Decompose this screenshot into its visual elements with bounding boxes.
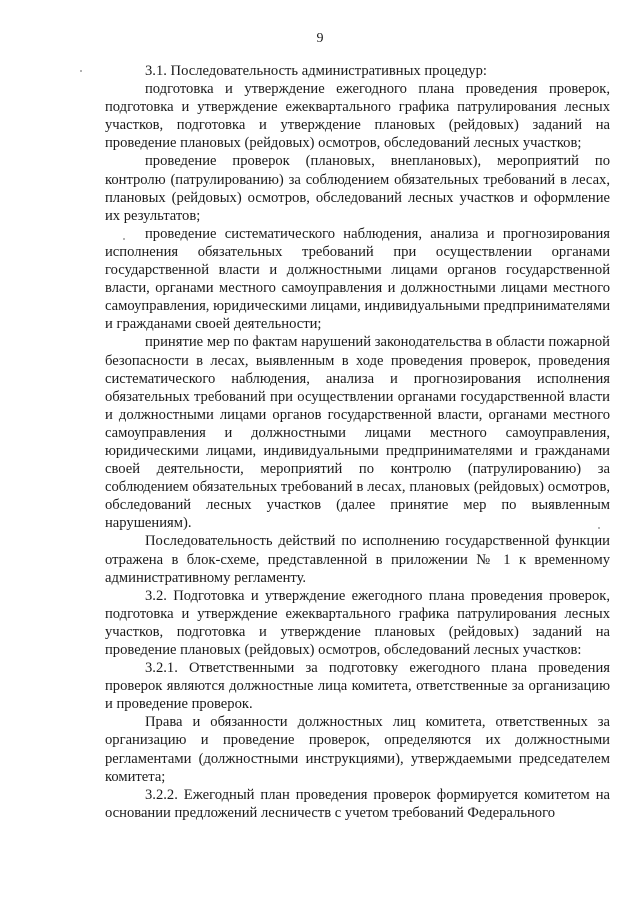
paragraph-plan-preparation: подготовка и утверждение ежегодного плана проведения проверок, подготовка и утверждение ежеквартального графика патрулирования лесных участков, подготовка и утверждение плановых (рейдовых) заданий на проведение плановых (рейдовых) осмотров, обследований лесных участков;	[105, 81, 610, 152]
paragraph-3-2-1: 3.2.1. Ответственными за подготовку ежегодного плана проведения проверок являются должностные лица комитета, ответственные за организацию и проведение проверок.	[105, 660, 610, 713]
scan-speck	[80, 70, 82, 72]
paragraph-inspections: проведение проверок (плановых, внеплановых), мероприятий по контролю (патрулированию) за соблюдением обязательных требований в лесах, плановых (рейдовых) осмотров, обследований лесных участков и оформление их результатов;	[105, 153, 610, 224]
paragraph-3-2-heading: 3.2. Подготовка и утверждение ежегодного плана проведения проверок, подготовка и утверждение ежеквартального графика патрулирования лесных участков, подготовка и утверждение плановых (рейдовых) заданий на проведение плановых (рейдовых) осмотров, обследований лесных участков:	[105, 587, 610, 658]
paragraph-3-1-heading: 3.1. Последовательность административных процедур:	[145, 63, 487, 79]
paragraph-sequence-reference: Последовательность действий по исполнению государственной функции отражена в блок-схеме, представленной в приложении № 1 к временному административному регламенту.	[105, 533, 610, 586]
scan-speck	[123, 238, 125, 240]
document-body	[105, 62, 610, 822]
paragraph-3-2-2: 3.2.2. Ежегодный план проведения проверок формируется комитетом на основании предложений лесничеств с учетом требований Федерального	[105, 786, 610, 821]
scan-speck	[598, 527, 600, 529]
page-number: 9	[316, 31, 324, 46]
paragraph-rights-duties: Права и обязанности должностных лиц комитета, ответственных за организацию и проведение проверок, определяются их должностными регламентами (должностными инструкциями), утверждаемыми председателем комитета;	[105, 714, 610, 785]
paragraph-monitoring: проведение систематического наблюдения, анализа и прогнозирования исполнения обязательных требований при осуществлении органами государственной власти и должностными лицами органов государственной власти, органами местного самоуправления и должностными лицами местного самоуправления, юридическими лицами, индивидуальными предпринимателями и гражданами своей деятельности;	[105, 225, 610, 333]
paragraph-violation-measures: принятие мер по фактам нарушений законодательства в области пожарной безопасности в лесах, выявленным в ходе проведения проверок, проведения систематического наблюдения, анализа и прогнозирования исполнения обязательных требований при осуществлении органами государственной власти и должностными лицами органов государственной власти, органами местного самоуправления и должностными лицами местного самоуправления, юридическими лицами, индивидуальными предпринимателями и гражданами своей деятельности, мероприятий по контролю (патрулированию) за соблюдением обязательных требований в лесах, плановых (рейдовых) осмотров, обследований лесных участков (далее принятие мер по выявленным нарушениям).	[105, 334, 610, 532]
